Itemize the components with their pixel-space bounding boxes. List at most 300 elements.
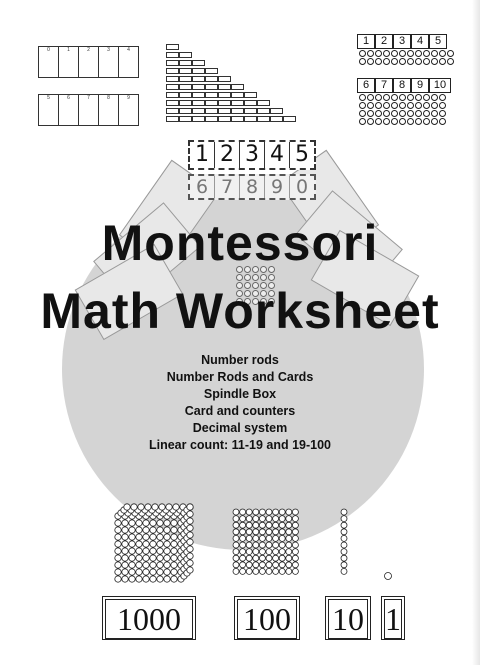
- thousand-cube-bead: [129, 534, 135, 540]
- ten-bar-bead: [341, 529, 347, 535]
- hundred-square-bead: [286, 562, 292, 568]
- thousand-cube-bead: [115, 527, 121, 533]
- thousand-cube-bead: [171, 555, 177, 561]
- ten-bar-bead: [341, 542, 347, 548]
- number-rod: [166, 60, 296, 67]
- counter-bead: [367, 50, 374, 57]
- thousand-cube-bead: [164, 548, 170, 554]
- ten-bar-bead: [341, 549, 347, 555]
- counter-bead: [383, 102, 390, 109]
- counter-bead: [431, 102, 438, 109]
- rod-segment: [205, 116, 218, 122]
- hundred-square-bead: [259, 562, 265, 568]
- thousand-cube-bead: [157, 527, 163, 533]
- counter-bead: [415, 118, 422, 125]
- hundred-square-bead: [246, 529, 252, 535]
- thousand-cube-bead: [122, 520, 128, 526]
- hundred-square-bead: [240, 509, 246, 515]
- number-rod: [166, 68, 296, 75]
- counter-bead: [431, 110, 438, 117]
- hundred-square-bead: [259, 549, 265, 555]
- hundred-square-bead: [246, 549, 252, 555]
- counter-bead: [367, 110, 374, 117]
- number-rod: [166, 92, 296, 99]
- counter-bead: [391, 118, 398, 125]
- table-cell: 9: [119, 95, 139, 126]
- rod-segment: [244, 116, 257, 122]
- hundred-square-bead: [253, 529, 259, 535]
- thousand-cube-bead: [122, 562, 128, 568]
- rod-segment: [166, 76, 179, 82]
- thousand-cube-bead: [171, 562, 177, 568]
- hundred-square-bead: [286, 542, 292, 548]
- table-cell: 8: [99, 95, 119, 126]
- hundred-square-bead: [246, 568, 252, 574]
- rod-segment: [179, 100, 192, 106]
- hundred-square-bead: [253, 562, 259, 568]
- card-digit: 1: [190, 142, 215, 168]
- thousand-cube-bead: [129, 569, 135, 575]
- counter-bead: [407, 58, 414, 65]
- thousand-cube-bead: [187, 539, 193, 545]
- thousand-cube-bead: [129, 555, 135, 561]
- hundred-square-bead: [240, 562, 246, 568]
- hundred-square-bead: [266, 535, 272, 541]
- counter-bead: [415, 94, 422, 101]
- counter-bead: [415, 102, 422, 109]
- counter-bead: [359, 94, 366, 101]
- thousand-cube-bead: [150, 534, 156, 540]
- card-digit: 5: [295, 142, 309, 167]
- thousand-cube-bead: [187, 525, 193, 531]
- counter-bead: [407, 102, 414, 109]
- hundred-square-bead: [273, 542, 279, 548]
- thousand-cube-bead: [136, 527, 142, 533]
- hundred-square-bead: [253, 522, 259, 528]
- counter-bead: [431, 50, 438, 57]
- hundred-square-bead: [233, 549, 239, 555]
- rod-segment: [179, 92, 192, 98]
- rod-segment: [179, 52, 192, 58]
- rod-segment: [218, 92, 231, 98]
- thousand-cube-bead: [124, 504, 130, 510]
- number-card: 5: [429, 34, 447, 49]
- rod-segment: [166, 100, 179, 106]
- hundred-square-bead: [286, 522, 292, 528]
- rod-segment: [179, 60, 192, 66]
- hundred-square-bead: [233, 529, 239, 535]
- thousand-cube-bead: [136, 541, 142, 547]
- counter-bead: [439, 58, 446, 65]
- thousand-cube-bead: [173, 504, 179, 510]
- hundred-square-bead: [273, 568, 279, 574]
- counter-bead: [375, 102, 382, 109]
- hundred-square-bead: [279, 542, 285, 548]
- rod-segment: [192, 76, 205, 82]
- thousand-cube-bead: [122, 541, 128, 547]
- hundred-square-bead: [279, 529, 285, 535]
- thousand-cube-bead: [115, 562, 121, 568]
- hundred-square-bead: [266, 555, 272, 561]
- table-cell: 3: [99, 47, 119, 78]
- hundred-square-bead: [233, 522, 239, 528]
- hundred-square-bead: [266, 509, 272, 515]
- counter-bead: [391, 50, 398, 57]
- hundred-square-bead: [246, 535, 252, 541]
- counter-bead: [415, 50, 422, 57]
- counter-bead: [399, 118, 406, 125]
- counter-bead: [399, 50, 406, 57]
- hundred-square-bead: [279, 555, 285, 561]
- hundred-square-bead: [246, 555, 252, 561]
- hundred-square-bead: [273, 516, 279, 522]
- number-card-box-top: [188, 140, 316, 170]
- hundred-square-bead: [273, 562, 279, 568]
- thousand-cube-bead: [157, 520, 163, 526]
- hundred-square-bead: [246, 516, 252, 522]
- hundred-square-bead: [266, 549, 272, 555]
- counter-bead: [407, 110, 414, 117]
- counter-bead: [367, 58, 374, 65]
- thousand-cube-bead: [143, 527, 149, 533]
- counter-bead: [439, 110, 446, 117]
- number-rod: [166, 116, 296, 123]
- rod-segment: [192, 100, 205, 106]
- thousand-cube-bead: [115, 569, 121, 575]
- subtitle-item: Number rods: [201, 353, 279, 367]
- rod-segment: [218, 116, 231, 122]
- hundred-square-bead: [240, 568, 246, 574]
- subtitle-item: Linear count: 11-19 and 19-100: [148, 438, 331, 452]
- thousand-cube-bead: [171, 527, 177, 533]
- hundred-square-bead: [292, 535, 298, 541]
- counter-bead: [423, 102, 430, 109]
- ten-bar-bead: [341, 516, 347, 522]
- rod-segment: [218, 100, 231, 106]
- thousand-cube-bead: [131, 504, 137, 510]
- hundred-square-bead: [292, 562, 298, 568]
- thousand-cube-bead: [187, 553, 193, 559]
- decimal-card-1: [381, 596, 405, 640]
- hundred-square-bead: [292, 529, 298, 535]
- rod-segment: [231, 92, 244, 98]
- rod-segment: [166, 108, 179, 114]
- counter-bead: [375, 58, 382, 65]
- counter-bead: [367, 118, 374, 125]
- ten-bar-bead: [341, 562, 347, 568]
- thousand-cube-bead: [143, 520, 149, 526]
- counter-bead: [399, 94, 406, 101]
- rod-segment: [166, 84, 179, 90]
- hundred-square-bead: [240, 535, 246, 541]
- rod-segment: [231, 100, 244, 106]
- counter-bead: [236, 274, 243, 281]
- thousand-cube-bead: [115, 555, 121, 561]
- thousand-cube-bead: [164, 576, 170, 582]
- table-cell: 2: [79, 47, 99, 78]
- card-digit: 9: [265, 176, 290, 198]
- counter-bead: [423, 50, 430, 57]
- rod-segment: [218, 108, 231, 114]
- counter-bead: [375, 118, 382, 125]
- rod-segment: [166, 44, 179, 50]
- hundred-square-bead: [246, 562, 252, 568]
- hundred-square-bead: [266, 516, 272, 522]
- hundred-square-bead: [233, 542, 239, 548]
- spindle-table-top: [38, 46, 139, 78]
- rod-segment: [205, 68, 218, 74]
- hundred-square-bead: [259, 529, 265, 535]
- thousand-cube-bead: [171, 576, 177, 582]
- thousand-cube-bead: [171, 534, 177, 540]
- card-digit: 2: [215, 142, 240, 168]
- hundred-square-bead: [253, 535, 259, 541]
- counter-bead: [439, 50, 446, 57]
- hundred-square-bead: [253, 568, 259, 574]
- table-cell: 6: [59, 95, 79, 126]
- hundred-square-bead: [259, 535, 265, 541]
- thousand-cube-bead: [115, 541, 121, 547]
- hundred-square-bead: [253, 555, 259, 561]
- thousand-cube-bead: [136, 534, 142, 540]
- thousand-cube-bead: [187, 504, 193, 510]
- counter-bead: [375, 50, 382, 57]
- rod-segment: [270, 108, 283, 114]
- hundred-square-bead: [286, 555, 292, 561]
- rod-segment: [218, 76, 231, 82]
- card-digit: 0: [295, 176, 309, 198]
- hundred-square-bead: [259, 522, 265, 528]
- counter-bead: [268, 274, 275, 281]
- number-card: 4: [411, 34, 429, 49]
- hundred-square-bead: [279, 535, 285, 541]
- rod-segment: [205, 100, 218, 106]
- hundred-square-bead: [253, 549, 259, 555]
- counter-bead: [244, 274, 251, 281]
- counter-bead: [423, 94, 430, 101]
- number-rod: [166, 84, 296, 91]
- counter-bead: [399, 102, 406, 109]
- thousand-cube-bead: [143, 555, 149, 561]
- thousand-cube-bead: [122, 548, 128, 554]
- counter-bead: [439, 118, 446, 125]
- hundred-square-bead: [292, 509, 298, 515]
- thousand-cube-bead: [164, 527, 170, 533]
- thousand-cube-bead: [171, 569, 177, 575]
- rod-segment: [166, 68, 179, 74]
- hundred-square-bead: [233, 555, 239, 561]
- thousand-cube-bead: [157, 541, 163, 547]
- hundred-square-bead: [259, 516, 265, 522]
- rod-segment: [244, 100, 257, 106]
- counter-bead: [423, 118, 430, 125]
- hundred-square-bead: [233, 509, 239, 515]
- hundred-square-bead: [266, 562, 272, 568]
- counter-bead: [359, 102, 366, 109]
- counter-bead: [359, 58, 366, 65]
- counter-bead: [383, 50, 390, 57]
- card-digit: 4: [265, 142, 290, 168]
- thousand-cube-bead: [129, 520, 135, 526]
- hundred-square-bead: [240, 529, 246, 535]
- counter-bead: [447, 58, 454, 65]
- rod-segment: [192, 92, 205, 98]
- table-cell: 7: [79, 95, 99, 126]
- rod-segment: [257, 100, 270, 106]
- decimal-card-10: [325, 596, 371, 640]
- counter-bead: [383, 94, 390, 101]
- rod-segment: [192, 60, 205, 66]
- counter-bead: [431, 94, 438, 101]
- thousand-cube-bead: [157, 569, 163, 575]
- thousand-cube-bead: [136, 555, 142, 561]
- thousand-cube-bead: [164, 520, 170, 526]
- card-value: 10: [328, 599, 368, 639]
- card-digit: 8: [240, 176, 265, 198]
- counter-bead: [391, 102, 398, 109]
- thousand-cube-bead: [115, 520, 121, 526]
- hundred-square-bead: [279, 562, 285, 568]
- counter-bead: [359, 50, 366, 57]
- counter-bead: [359, 110, 366, 117]
- hundred-square-bead: [286, 549, 292, 555]
- hundred-square-bead: [279, 549, 285, 555]
- thousand-cube-bead: [164, 562, 170, 568]
- number-rods-staircase: [166, 44, 296, 124]
- hundred-square-bead: [240, 549, 246, 555]
- thousand-cube-bead: [157, 562, 163, 568]
- hundred-square-bead: [233, 516, 239, 522]
- thousand-cube-bead: [122, 555, 128, 561]
- card-digit: 7: [215, 176, 240, 198]
- thousand-cube-bead: [157, 576, 163, 582]
- thousand-cube-bead: [150, 548, 156, 554]
- rod-segment: [231, 84, 244, 90]
- table-cell: 1: [59, 47, 79, 78]
- hundred-square-bead: [273, 555, 279, 561]
- thousand-cube-bead: [143, 541, 149, 547]
- hundred-square-bead: [286, 535, 292, 541]
- hundred-square-bead: [279, 522, 285, 528]
- rod-segment: [166, 116, 179, 122]
- hundred-square-bead: [259, 568, 265, 574]
- number-card: 8: [393, 78, 411, 93]
- thousand-cube-bead: [164, 555, 170, 561]
- thousand-cube-bead: [171, 541, 177, 547]
- number-card-box-bottom: [188, 174, 316, 200]
- counter-bead: [391, 58, 398, 65]
- decimal-beads-illustration: [104, 498, 404, 590]
- thousand-cube-bead: [115, 548, 121, 554]
- rod-segment: [166, 60, 179, 66]
- hundred-square-bead: [259, 509, 265, 515]
- hundred-square-bead: [240, 555, 246, 561]
- rod-segment: [231, 108, 244, 114]
- hundred-square-bead: [292, 516, 298, 522]
- rod-segment: [179, 84, 192, 90]
- hundred-square-bead: [279, 509, 285, 515]
- thousand-cube-bead: [171, 548, 177, 554]
- number-cards-bottom: [357, 78, 451, 93]
- hundred-square-bead: [240, 542, 246, 548]
- rod-segment: [166, 92, 179, 98]
- thousand-cube-bead: [159, 504, 165, 510]
- rod-segment: [192, 68, 205, 74]
- thousand-cube-bead: [136, 576, 142, 582]
- counter-bead: [383, 58, 390, 65]
- thousand-cube-bead: [164, 569, 170, 575]
- counter-bead: [391, 94, 398, 101]
- hundred-square-bead: [286, 568, 292, 574]
- thousand-cube-bead: [187, 532, 193, 538]
- counter-bead: [447, 50, 454, 57]
- thousand-cube-bead: [129, 562, 135, 568]
- thousand-cube-bead: [129, 541, 135, 547]
- card-value: 100: [237, 599, 297, 639]
- counters-top: [359, 50, 454, 65]
- counter-bead: [367, 102, 374, 109]
- title-line-2: Math Worksheet: [40, 283, 440, 339]
- thousand-cube-bead: [150, 555, 156, 561]
- subtitle-item: Decimal system: [192, 421, 288, 435]
- thousand-cube-bead: [157, 534, 163, 540]
- rod-segment: [192, 108, 205, 114]
- rod-segment: [205, 108, 218, 114]
- card-digit: 6: [190, 176, 215, 198]
- title-line-1: Montessori: [101, 215, 379, 271]
- thousand-cube-bead: [136, 569, 142, 575]
- ten-bar-bead: [341, 509, 347, 515]
- rod-segment: [218, 84, 231, 90]
- number-card: 3: [393, 34, 411, 49]
- hundred-square-bead: [266, 522, 272, 528]
- hundred-square-bead: [279, 568, 285, 574]
- ten-bar-bead: [341, 555, 347, 561]
- hundred-square-bead: [292, 549, 298, 555]
- thousand-cube-bead: [136, 548, 142, 554]
- thousand-cube-bead: [150, 569, 156, 575]
- hundred-square-bead: [266, 568, 272, 574]
- rod-segment: [205, 84, 218, 90]
- counter-bead: [399, 110, 406, 117]
- thousand-cube-bead: [129, 527, 135, 533]
- hundred-square-bead: [292, 522, 298, 528]
- number-cards-top: [357, 34, 447, 49]
- card-value: 1: [385, 601, 401, 637]
- hundred-square-bead: [279, 516, 285, 522]
- thousand-cube-bead: [122, 527, 128, 533]
- number-rod: [166, 108, 296, 115]
- thousand-cube-bead: [122, 569, 128, 575]
- hundred-square-bead: [240, 516, 246, 522]
- thousand-cube-bead: [136, 562, 142, 568]
- hundred-square-bead: [273, 522, 279, 528]
- number-rod: [166, 100, 296, 107]
- thousand-cube-bead: [150, 527, 156, 533]
- counter-bead: [415, 58, 422, 65]
- subtitle-item: Number Rods and Cards: [166, 370, 314, 384]
- counter-bead: [423, 58, 430, 65]
- counter-bead: [439, 102, 446, 109]
- rod-segment: [270, 116, 283, 122]
- thousand-cube-bead: [187, 560, 193, 566]
- ten-bar-bead: [341, 522, 347, 528]
- thousand-cube-bead: [138, 504, 144, 510]
- hundred-square-bead: [266, 529, 272, 535]
- hundred-square-bead: [233, 562, 239, 568]
- counter-bead: [431, 58, 438, 65]
- thousand-cube-bead: [143, 576, 149, 582]
